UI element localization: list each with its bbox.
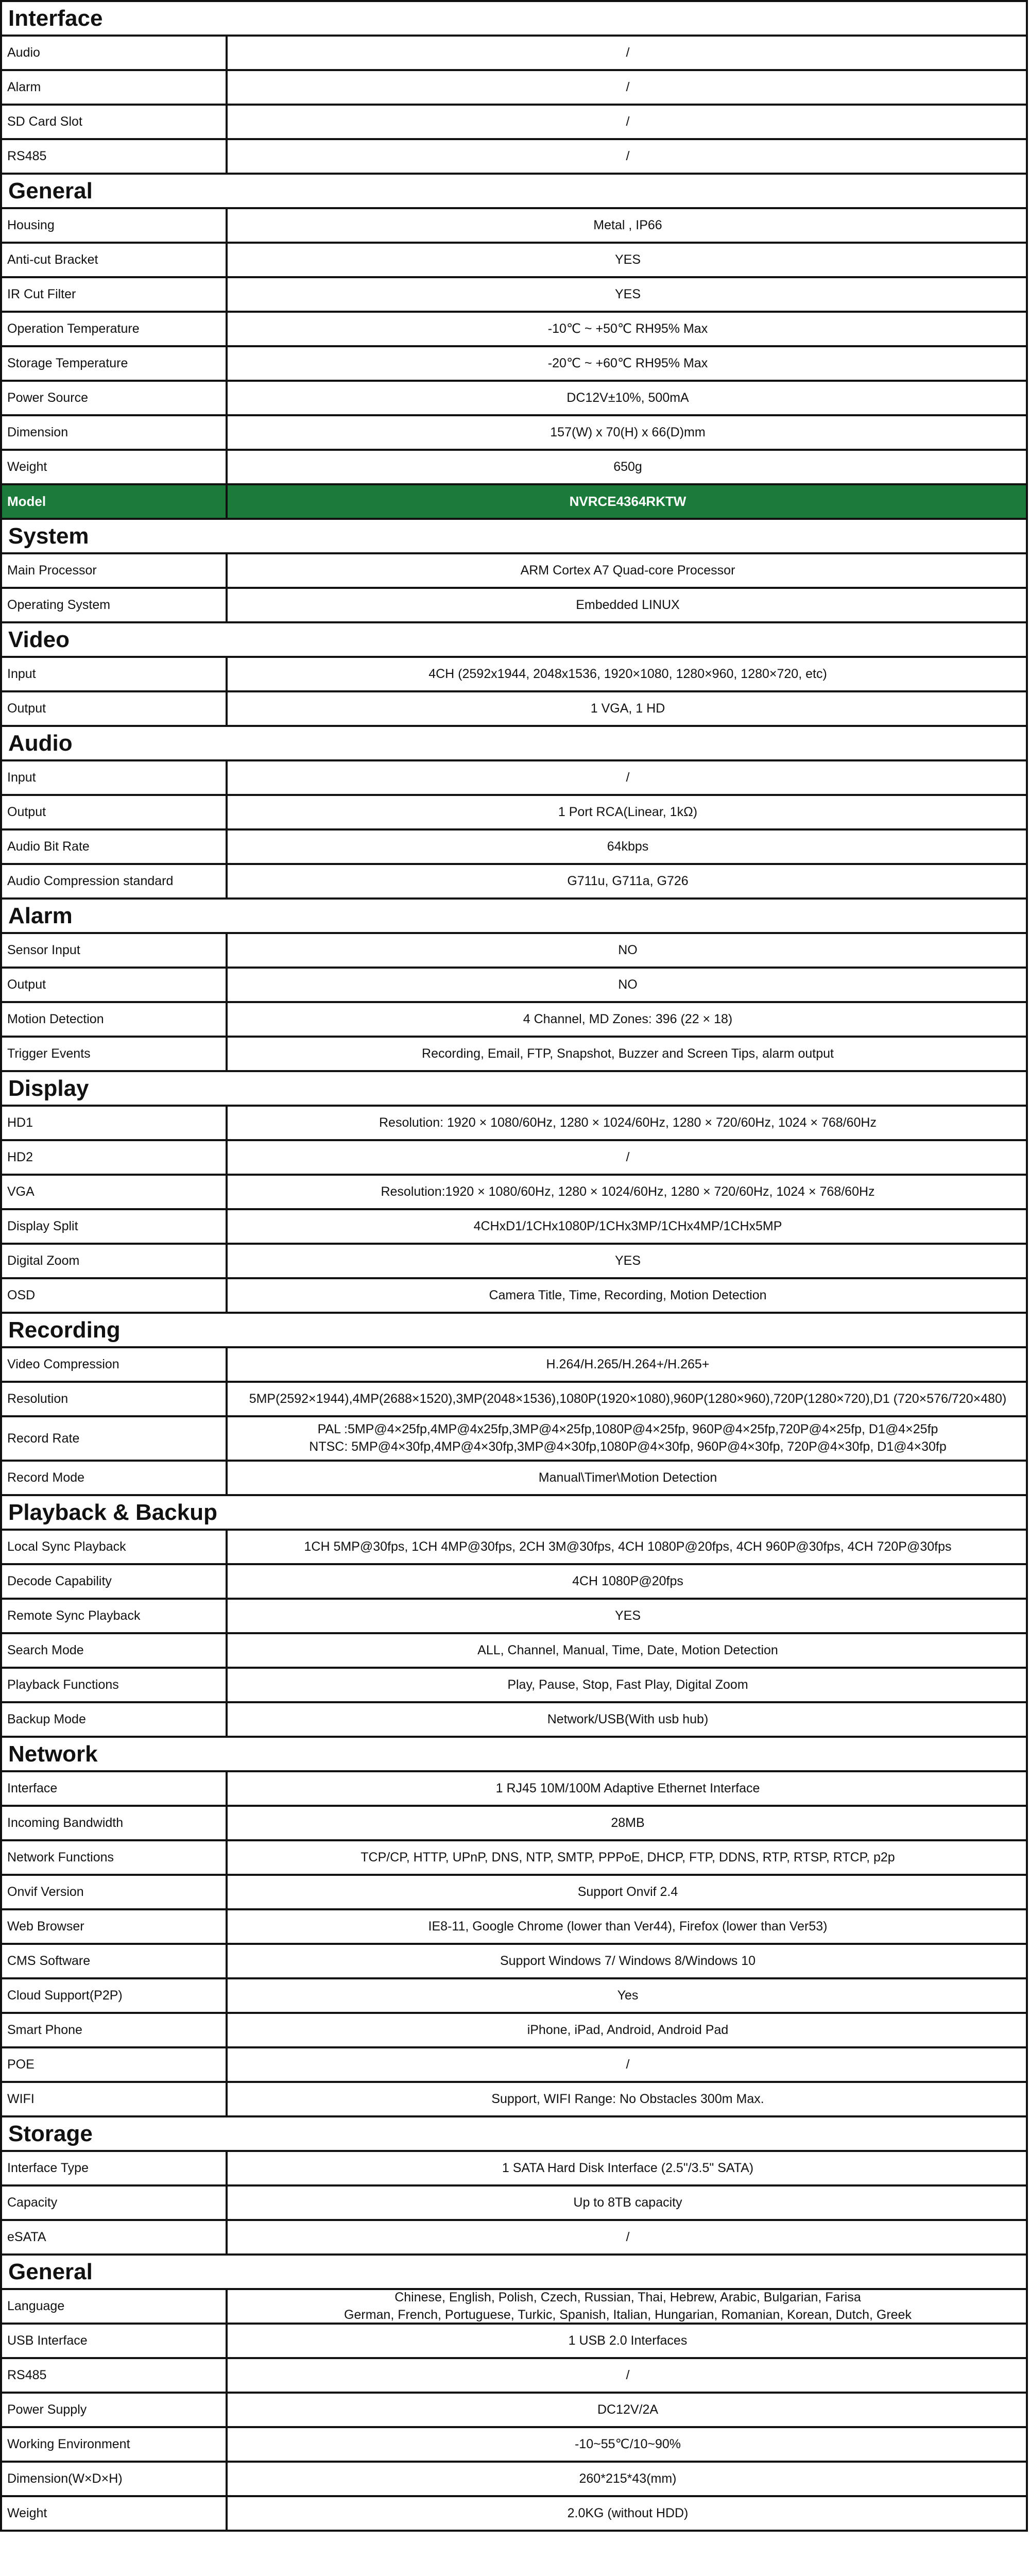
spec-value: /	[626, 79, 630, 94]
spec-row	[0, 69, 1028, 106]
spec-label: Housing	[2, 209, 228, 242]
spec-value: 64kbps	[607, 839, 649, 854]
spec-row	[0, 138, 1028, 175]
spec-value: /	[626, 2229, 630, 2244]
spec-value: 260*215*43(mm)	[579, 2471, 677, 2486]
section-title: Playback & Backup	[8, 1499, 217, 1525]
spec-value: -10~55℃/10~90%	[574, 2436, 681, 2451]
spec-value: Embedded LINUX	[576, 597, 680, 612]
spec-value: 1 VGA, 1 HD	[590, 701, 665, 716]
spec-value: YES	[614, 252, 641, 267]
spec-label: WIFI	[2, 2083, 228, 2115]
spec-label: Weight	[2, 451, 228, 483]
spec-label: Digital Zoom	[2, 1245, 228, 1277]
spec-label: Model	[2, 485, 228, 518]
spec-label: Cloud Support(P2P)	[2, 1979, 228, 2012]
spec-label: Power Source	[2, 382, 228, 414]
spec-row	[0, 1174, 1028, 1210]
spec-label: Web Browser	[2, 1910, 228, 1943]
spec-row	[0, 449, 1028, 485]
spec-label: Search Mode	[2, 1634, 228, 1667]
section-header	[0, 173, 1028, 209]
spec-value: Resolution: 1920 × 1080/60Hz, 1280 × 1024/60Hz, 1280 × 720/60Hz, 1024 × 768/60Hz	[379, 1115, 877, 1130]
spec-label: Sensor Input	[2, 934, 228, 967]
spec-row	[0, 967, 1028, 1003]
spec-row	[0, 311, 1028, 347]
spec-row	[0, 207, 1028, 244]
spec-value: YES	[614, 1253, 641, 1268]
spec-label: Audio	[2, 37, 228, 69]
spec-label: Audio Compression standard	[2, 865, 228, 897]
spec-row	[0, 656, 1028, 692]
spec-row	[0, 1563, 1028, 1600]
spec-row	[0, 2426, 1028, 2463]
spec-value: NO	[618, 977, 638, 992]
spec-label: Alarm	[2, 71, 228, 104]
spec-label: Dimension	[2, 416, 228, 449]
spec-value: Resolution:1920 × 1080/60Hz, 1280 × 1024/60Hz, 1280 × 720/60Hz, 1024 × 768/60Hz	[381, 1184, 875, 1199]
spec-value: Yes	[617, 1988, 639, 2003]
spec-value: /	[626, 2057, 630, 2072]
spec-label: Interface	[2, 1772, 228, 1805]
spec-label: Operating System	[2, 589, 228, 621]
spec-row	[0, 794, 1028, 831]
spec-label: Language	[2, 2290, 228, 2323]
section-header	[0, 2115, 1028, 2152]
spec-value: 4CH 1080P@20fps	[572, 1573, 683, 1588]
spec-value: TCP/CP, HTTP, UPnP, DNS, NTP, SMTP, PPPoE, DHCP, FTP, DDNS, RTP, RTSP, RTCP, p2p	[360, 1850, 895, 1865]
section-title: Recording	[8, 1317, 121, 1343]
spec-value: 650g	[613, 459, 642, 474]
section-header	[0, 2253, 1028, 2290]
spec-label: Resolution	[2, 1383, 228, 1415]
spec-row	[0, 587, 1028, 623]
spec-value: /	[626, 1149, 630, 1164]
spec-label: Onvif Version	[2, 1876, 228, 1908]
spec-value: YES	[614, 286, 641, 301]
spec-value: Network/USB(With usb hub)	[547, 1711, 709, 1726]
spec-value: 1 SATA Hard Disk Interface (2.5"/3.5" SATA)	[502, 2160, 754, 2175]
section-title: Interface	[8, 5, 103, 31]
spec-value: YES	[614, 1608, 641, 1623]
spec-row	[0, 1105, 1028, 1141]
section-header	[0, 621, 1028, 658]
spec-value: ALL, Channel, Manual, Time, Date, Motion Detection	[477, 1642, 778, 1657]
spec-row	[0, 2323, 1028, 2359]
spec-value: -10℃ ~ +50℃ RH95% Max	[547, 321, 708, 336]
spec-row	[0, 1667, 1028, 1703]
spec-label: Input	[2, 761, 228, 794]
section-header	[0, 1070, 1028, 1107]
section-title: Network	[8, 1741, 98, 1767]
spec-value: 1 RJ45 10M/100M Adaptive Ethernet Interface	[495, 1781, 760, 1795]
spec-value: Camera Title, Time, Recording, Motion Detection	[489, 1287, 767, 1302]
spec-row	[0, 2357, 1028, 2394]
spec-row	[0, 2046, 1028, 2083]
spec-row	[0, 1381, 1028, 1417]
spec-row	[0, 1277, 1028, 1314]
section-header	[0, 725, 1028, 761]
spec-value: -20℃ ~ +60℃ RH95% Max	[547, 355, 708, 370]
spec-row	[0, 1632, 1028, 1669]
spec-label: HD1	[2, 1107, 228, 1139]
section-title: General	[8, 2259, 93, 2284]
spec-label: Storage Temperature	[2, 347, 228, 380]
spec-row	[0, 1243, 1028, 1279]
spec-label: CMS Software	[2, 1945, 228, 1977]
section-title: Video	[8, 626, 70, 652]
spec-value: 157(W) x 70(H) x 66(D)mm	[550, 425, 706, 439]
spec-label: Operation Temperature	[2, 313, 228, 345]
spec-value: ARM Cortex A7 Quad-core Processor	[520, 563, 735, 578]
spec-label: Record Mode	[2, 1462, 228, 1494]
section-header	[0, 0, 1028, 37]
spec-label: Interface Type	[2, 2152, 228, 2184]
spec-label: Incoming Bandwidth	[2, 1807, 228, 1839]
spec-row	[0, 2461, 1028, 2497]
spec-label: Dimension(W×D×H)	[2, 2463, 228, 2495]
spec-label: Output	[2, 692, 228, 725]
spec-row	[0, 104, 1028, 140]
spec-label: Local Sync Playback	[2, 1531, 228, 1563]
section-title: Storage	[8, 2121, 93, 2146]
spec-label: Capacity	[2, 2187, 228, 2219]
spec-value: NO	[618, 942, 638, 957]
spec-label: Main Processor	[2, 554, 228, 587]
spec-label: Motion Detection	[2, 1003, 228, 1036]
spec-value: NVRCE4364RKTW	[569, 493, 686, 509]
spec-label: VGA	[2, 1176, 228, 1208]
spec-value: /	[626, 770, 630, 785]
spec-row	[0, 1908, 1028, 1945]
spec-label: Power Supply	[2, 2394, 228, 2426]
spec-label: Backup Mode	[2, 1703, 228, 1736]
spec-row	[0, 1839, 1028, 1876]
spec-value: G711u, G711a, G726	[567, 873, 689, 888]
spec-label: Decode Capability	[2, 1565, 228, 1598]
spec-row	[0, 1001, 1028, 1038]
section-header	[0, 518, 1028, 554]
spec-label: IR Cut Filter	[2, 278, 228, 311]
spec-row	[0, 1208, 1028, 1245]
spec-row	[0, 345, 1028, 382]
spec-label: Video Compression	[2, 1348, 228, 1381]
section-title: Display	[8, 1075, 89, 1101]
spec-label: Remote Sync Playback	[2, 1600, 228, 1632]
spec-value: 1 Port RCA(Linear, 1kΩ)	[558, 804, 698, 819]
spec-value: Chinese, English, Polish, Czech, Russian, Thai, Hebrew, Arabic, Bulgarian, Farisa German, French, Portuguese, Turkic, Spanish, Italian, Hungarian, Romanian, Korean, Dutch, Greek	[344, 2290, 912, 2322]
spec-row	[0, 2184, 1028, 2221]
spec-label: Playback Functions	[2, 1669, 228, 1701]
model-row	[0, 483, 1028, 520]
spec-label: USB Interface	[2, 2325, 228, 2357]
spec-label: SD Card Slot	[2, 106, 228, 138]
spec-row	[0, 759, 1028, 796]
spec-value: /	[626, 114, 630, 129]
spec-value: Support Onvif 2.4	[577, 1884, 678, 1899]
spec-value: 28MB	[611, 1815, 645, 1830]
spec-row	[0, 1805, 1028, 1841]
spec-row	[0, 242, 1028, 278]
spec-value: Recording, Email, FTP, Snapshot, Buzzer and Screen Tips, alarm output	[422, 1046, 834, 1061]
section-header	[0, 897, 1028, 934]
spec-value: Manual\Timer\Motion Detection	[538, 1470, 717, 1485]
spec-label: Trigger Events	[2, 1038, 228, 1070]
spec-value: /	[626, 148, 630, 163]
spec-value: PAL :5MP@4×25fp,4MP@4x25fp,3MP@4×25fp,1080P@4×25fp, 960P@4×25fp,720P@4×25fp, D1@4×25fp NTSC: 5MP@4×30fp,4MP@4×30fp,3MP@4×30fp,1080P@4×30fp, 960P@4×30fp, 720P@4×30fp, D1@4×30fp	[309, 1422, 947, 1454]
spec-row	[0, 1346, 1028, 1383]
spec-value: 4 Channel, MD Zones: 396 (22 × 18)	[523, 1011, 733, 1026]
spec-label: OSD	[2, 1279, 228, 1312]
spec-label: Anti-cut Bracket	[2, 244, 228, 276]
spec-row	[0, 1139, 1028, 1176]
spec-row	[0, 35, 1028, 71]
spec-value: 5MP(2592×1944),4MP(2688×1520),3MP(2048×1536),1080P(1920×1080),960P(1280×960),720P(1280×720),D1 (720×576/720×480)	[249, 1391, 1007, 1406]
spec-value: 2.0KG (without HDD)	[567, 2505, 689, 2520]
spec-row	[0, 863, 1028, 900]
spec-label: Smart Phone	[2, 2014, 228, 2046]
spec-row	[0, 2081, 1028, 2117]
spec-label: Output	[2, 969, 228, 1001]
spec-row	[0, 2495, 1028, 2532]
spec-row	[0, 1036, 1028, 1072]
spec-label: Network Functions	[2, 1841, 228, 1874]
section-title: Alarm	[8, 903, 73, 928]
spec-value: Metal , IP66	[593, 217, 662, 232]
spec-value: 1 USB 2.0 Interfaces	[568, 2333, 688, 2348]
section-header	[0, 1312, 1028, 1348]
section-title: General	[8, 178, 93, 204]
spec-label: Input	[2, 658, 228, 690]
spec-row	[0, 552, 1028, 589]
spec-value: Up to 8TB capacity	[573, 2195, 682, 2210]
spec-row	[0, 414, 1028, 451]
spec-value: H.264/H.265/H.264+/H.265+	[546, 1357, 710, 1371]
section-header	[0, 1736, 1028, 1772]
spec-value: Support, WIFI Range: No Obstacles 300m Max.	[491, 2091, 764, 2106]
spec-value: Play, Pause, Stop, Fast Play, Digital Zoom	[507, 1677, 748, 1692]
spec-row	[0, 1460, 1028, 1496]
spec-row	[0, 276, 1028, 313]
spec-value: /	[626, 45, 630, 60]
spec-row	[0, 1415, 1028, 1462]
spec-row	[0, 2288, 1028, 2325]
spec-label: Working Environment	[2, 2428, 228, 2461]
spec-label: HD2	[2, 1141, 228, 1174]
spec-row	[0, 1770, 1028, 1807]
spec-row	[0, 1943, 1028, 1979]
spec-value: DC12V±10%, 500mA	[566, 390, 689, 405]
spec-value: 4CHxD1/1CHx1080P/1CHx3MP/1CHx4MP/1CHx5MP	[473, 1218, 782, 1233]
spec-value: DC12V/2A	[597, 2402, 659, 2417]
section-header	[0, 1494, 1028, 1531]
spec-row	[0, 932, 1028, 969]
spec-value: iPhone, iPad, Android, Android Pad	[527, 2022, 729, 2037]
section-title: Audio	[8, 730, 73, 756]
spec-label: RS485	[2, 140, 228, 173]
spec-label: RS485	[2, 2359, 228, 2392]
spec-row	[0, 1701, 1028, 1738]
spec-label: Audio Bit Rate	[2, 831, 228, 863]
spec-row	[0, 2012, 1028, 2048]
spec-label: Record Rate	[2, 1417, 228, 1460]
spec-row	[0, 1874, 1028, 1910]
spec-value: IE8-11, Google Chrome (lower than Ver44), Firefox (lower than Ver53)	[428, 1919, 828, 1934]
spec-row	[0, 380, 1028, 416]
spec-row	[0, 1977, 1028, 2014]
spec-value: /	[626, 2367, 630, 2382]
spec-value: Support Windows 7/ Windows 8/Windows 10	[500, 1953, 756, 1968]
section-title: System	[8, 523, 89, 549]
spec-value: 1CH 5MP@30fps, 1CH 4MP@30fps, 2CH 3M@30fps, 4CH 1080P@20fps, 4CH 960P@30fps, 4CH 720P@30fps	[304, 1539, 952, 1554]
spec-label: Output	[2, 796, 228, 828]
spec-row	[0, 690, 1028, 727]
spec-label: POE	[2, 2048, 228, 2081]
spec-value: 4CH (2592x1944, 2048x1536, 1920×1080, 1280×960, 1280×720, etc)	[428, 666, 827, 681]
spec-label: Display Split	[2, 1210, 228, 1243]
spec-label: Weight	[2, 2497, 228, 2530]
spec-row	[0, 828, 1028, 865]
spec-label: eSATA	[2, 2221, 228, 2253]
spec-row	[0, 1598, 1028, 1634]
spec-row	[0, 2392, 1028, 2428]
spec-row	[0, 2150, 1028, 2187]
spec-row	[0, 1529, 1028, 1565]
spec-row	[0, 2219, 1028, 2256]
